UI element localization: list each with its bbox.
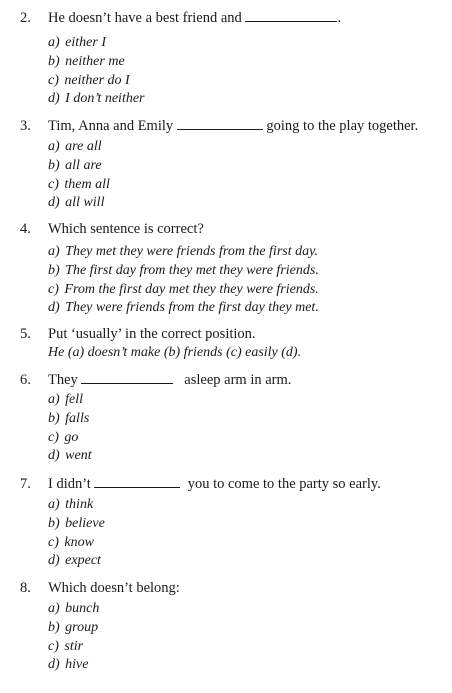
- option-text: go: [64, 429, 79, 445]
- answer-blank: [245, 9, 337, 22]
- option-b[interactable]: [48, 410, 92, 429]
- option-a[interactable]: [48, 34, 145, 53]
- option-letter: a): [48, 35, 60, 50]
- question-text-before: Tim, Anna and Emily: [48, 118, 174, 134]
- question-text-before: I didn’t: [48, 476, 91, 492]
- question-text-after: going to the play together.: [266, 118, 419, 134]
- option-text: bunch: [65, 601, 100, 616]
- question-text: [48, 9, 341, 27]
- question-text-before: He doesn’t have a best friend and: [48, 10, 242, 26]
- options-list: [48, 243, 319, 318]
- option-letter: c): [48, 429, 59, 445]
- option-text: all will: [65, 195, 105, 211]
- question-number: 8.: [20, 580, 31, 596]
- option-d[interactable]: [48, 299, 319, 318]
- option-text: hive: [65, 657, 89, 673]
- option-b[interactable]: [48, 619, 99, 638]
- option-letter: d): [48, 448, 60, 464]
- option-text: stir: [64, 638, 84, 654]
- option-letter: a): [48, 392, 60, 407]
- question-number: 4.: [20, 221, 31, 237]
- option-text: believe: [65, 515, 105, 531]
- option-letter: a): [48, 497, 60, 512]
- option-text: group: [65, 619, 99, 635]
- question-text: [48, 371, 291, 389]
- options-list: [48, 34, 145, 109]
- option-text: neither do I: [64, 72, 130, 88]
- question-number: 6.: [20, 372, 31, 388]
- option-letter: b): [48, 262, 60, 278]
- option-c[interactable]: [48, 638, 99, 657]
- option-letter: d): [48, 91, 60, 107]
- question-number: 2.: [20, 10, 31, 26]
- option-a[interactable]: [48, 496, 105, 515]
- option-letter: a): [48, 139, 60, 154]
- option-b[interactable]: [48, 262, 319, 281]
- option-d[interactable]: [48, 656, 99, 675]
- option-letter: d): [48, 300, 60, 316]
- question-text: [48, 475, 381, 493]
- option-letter: b): [48, 410, 60, 426]
- option-letter: c): [48, 176, 59, 192]
- options-list: [48, 600, 99, 675]
- option-letter: b): [48, 515, 60, 531]
- option-text: They met they were friends from the first day.: [65, 244, 319, 259]
- option-letter: d): [48, 553, 60, 569]
- question-text-after: asleep arm in arm.: [184, 372, 292, 388]
- option-text: neither me: [65, 53, 125, 69]
- option-text: either I: [65, 35, 106, 50]
- option-letter: a): [48, 244, 60, 259]
- option-a[interactable]: [48, 391, 92, 410]
- question-text: Which doesn’t belong:: [48, 580, 180, 596]
- question-number: 3.: [20, 118, 31, 134]
- question-text-after: .: [337, 10, 342, 26]
- option-a[interactable]: [48, 600, 99, 619]
- option-b[interactable]: [48, 53, 145, 72]
- option-d[interactable]: [48, 447, 92, 466]
- option-text: expect: [65, 553, 101, 569]
- option-letter: c): [48, 72, 59, 88]
- option-letter: c): [48, 281, 59, 297]
- option-c[interactable]: [48, 72, 145, 91]
- question-number: 7.: [20, 476, 31, 492]
- option-d[interactable]: [48, 194, 110, 213]
- option-a[interactable]: [48, 138, 110, 157]
- question-text-before: They: [48, 372, 78, 388]
- option-letter: b): [48, 157, 60, 173]
- option-letter: d): [48, 657, 60, 673]
- option-letter: a): [48, 601, 60, 616]
- option-a[interactable]: [48, 243, 319, 262]
- option-c[interactable]: [48, 281, 319, 300]
- option-b[interactable]: [48, 515, 105, 534]
- option-text: went: [65, 448, 92, 464]
- option-letter: b): [48, 619, 60, 635]
- option-d[interactable]: [48, 552, 105, 571]
- option-text: The first day from they met they were friends.: [65, 262, 319, 278]
- question-text: Put ‘usually’ in the correct position.: [48, 326, 256, 342]
- option-letter: c): [48, 534, 59, 550]
- option-text: I don’t neither: [65, 91, 145, 107]
- option-text: From the first day met they they were friends.: [64, 281, 319, 297]
- option-c[interactable]: [48, 176, 110, 195]
- option-text: falls: [65, 410, 90, 426]
- option-text: know: [64, 534, 94, 550]
- options-list: [48, 391, 92, 466]
- options-list: [48, 496, 105, 571]
- option-d[interactable]: [48, 90, 145, 109]
- answer-blank: [81, 371, 173, 384]
- option-letter: b): [48, 53, 60, 69]
- option-letter: c): [48, 638, 59, 654]
- option-c[interactable]: [48, 429, 92, 448]
- option-text: them all: [64, 176, 110, 192]
- question-number: 5.: [20, 326, 31, 342]
- option-letter: d): [48, 195, 60, 211]
- option-text: They were friends from the first day they met.: [65, 300, 319, 316]
- question-text: Which sentence is correct?: [48, 221, 204, 237]
- question-text: [48, 117, 418, 135]
- option-b[interactable]: [48, 157, 110, 176]
- option-text: think: [65, 497, 94, 512]
- answer-blank: [94, 475, 180, 488]
- question-text-after: you to come to the party so early.: [187, 476, 381, 492]
- question-sentence: He (a) doesn’t make (b) friends (c) easily (d).: [48, 345, 302, 360]
- option-text: are all: [65, 139, 102, 154]
- option-text: fell: [65, 392, 84, 407]
- option-c[interactable]: [48, 534, 105, 553]
- answer-blank: [177, 117, 263, 130]
- options-list: [48, 138, 110, 213]
- option-text: all are: [65, 157, 102, 173]
